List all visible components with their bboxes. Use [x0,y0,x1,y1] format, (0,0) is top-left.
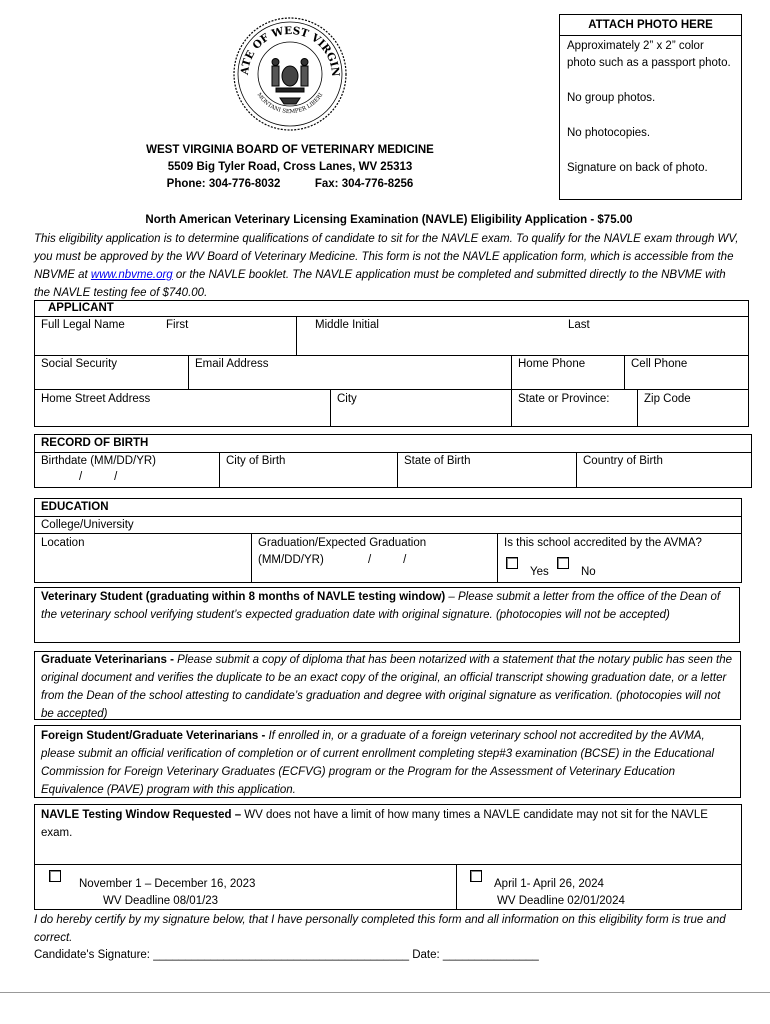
photo-box [559,14,742,200]
graduation-slashes: / / [368,554,407,566]
avma-no-label: No [581,566,596,578]
board-name: WEST VIRGINIA BOARD OF VETERINARY MEDICINE [146,144,434,156]
nbvme-link[interactable]: www.nbvme.org [90,269,173,281]
birthdate-slashes: / / [79,471,118,483]
foreign-text: Foreign Student/Graduate Veterinarians - If enrolled in, or a graduate of a foreign veterinary school not accredited by the AVMA, please submit an official verification of completion or of current enrollment completing step#3 examination (BCSE) in the Educational Commission for Foreign Veterinary Graduates (ECFVG) program or the Program for the Assessment of Veterinary Education Equivalence (PAVE) program with this application. [41,730,715,796]
college-label: College/University [41,519,134,531]
avma-yes-checkbox[interactable] [506,557,518,569]
signature-line[interactable]: Candidate's Signature: ________________________________________ Date: _______________ [34,949,539,961]
board-fax: Fax: 304-776-8256 [314,178,414,190]
education-heading: EDUCATION [41,501,109,513]
graduation-format: (MM/DD/YR) [258,554,324,566]
zip-label: Zip Code [644,393,691,405]
photo-note-group: No group photos. [567,92,656,104]
form-title: North American Veterinary Licensing Examination (NAVLE) Eligibility Application - $75.00 [145,214,633,226]
window-nov-2023-deadline: WV Deadline 08/01/23 [103,895,219,907]
home-phone-label: Home Phone [518,358,586,370]
navle-window-text: NAVLE Testing Window Requested – WV does not have a limit of how many times a NAVLE candidate may not sit for the NAVLE exam. [41,809,708,839]
avma-yes-label: Yes [530,566,549,578]
location-label: Location [41,537,85,549]
window-apr-2024-dates: April 1- April 26, 2024 [494,878,604,890]
seal-icon [226,14,354,134]
middle-initial-label: Middle Initial [315,319,379,331]
intro-paragraph: This eligibility application is to determine qualifications of candidate to sit for the NAVLE exam. To qualify for the NAVLE exam through WV, you must be approved by the WV Board of Veterinary Medicine. This form is not the NAVLE application form, which is accessible from the NBVME at www.nbvme.org or the NAVLE booklet. The NAVLE application must be completed and submitted directly to the NBVME with the NAVLE testing fee of $740.00. [34,233,739,299]
window-nov-2023-checkbox[interactable] [49,870,61,882]
photo-note-size: Approximately 2” x 2” color photo such as a passport photo. [567,40,731,69]
svg-text:MONTANI SEMPER LIBERI: MONTANI SEMPER LIBERI [255,92,325,116]
svg-text:STATE OF WEST VIRGINIA: ATE OF WEST VIRGIN [238,24,342,78]
birth-heading: RECORD OF BIRTH [41,437,149,449]
birth-state-label: State of Birth [404,455,471,467]
birthdate-label: Birthdate (MM/DD/YR) [41,455,157,467]
cell-phone-label: Cell Phone [631,358,688,370]
avma-no-checkbox[interactable] [557,557,569,569]
board-phone: Phone: 304-776-8032 [166,178,281,190]
photo-box-title: ATTACH PHOTO HERE [560,15,741,36]
graduate-text: Graduate Veterinarians - Please submit a copy of diploma that has been notarized with a statement that the notary public has seen the original document and verifies the duplicate to be an exact copy of the original, an official transcript showing graduation date, or a letter from the Dean of the school attesting to candidate’s graduation and degree with original signature as verification. (photocopies will not be accepted) [41,654,733,720]
graduation-label: Graduation/Expected Graduation [258,537,427,549]
state-seal [226,14,354,134]
vet-student-text: Veterinary Student (graduating within 8 months of NAVLE testing window) – Please submit a letter from the office of the Dean of the veterinary school verifying student’s expected graduation date with original signature. (photocopies will not be accepted) [41,591,721,621]
email-label: Email Address [195,358,269,370]
full-legal-name-label: Full Legal Name [41,319,125,331]
last-name-label: Last [568,319,590,331]
ssn-label: Social Security [41,358,118,370]
first-name-label: First [166,319,189,331]
city-label: City [337,393,357,405]
window-nov-2023-dates: November 1 – December 16, 2023 [79,878,256,890]
birth-city-label: City of Birth [226,455,286,467]
state-label: State or Province: [518,393,610,405]
avma-question: Is this school accredited by the AVMA? [504,537,702,549]
photo-note-copies: No photocopies. [567,127,651,139]
board-address: 5509 Big Tyler Road, Cross Lanes, WV 25313 [167,161,413,173]
photo-note-signature: Signature on back of photo. [567,162,708,174]
certification-text: I do hereby certify by my signature below, that I have personally completed this form and all information on this eligibility form is true and correct. [34,914,726,944]
window-apr-2024-checkbox[interactable] [470,870,482,882]
window-apr-2024-deadline: WV Deadline 02/01/2024 [497,895,625,907]
birth-country-label: Country of Birth [583,455,663,467]
street-label: Home Street Address [41,393,151,405]
applicant-heading: APPLICANT [48,302,114,314]
